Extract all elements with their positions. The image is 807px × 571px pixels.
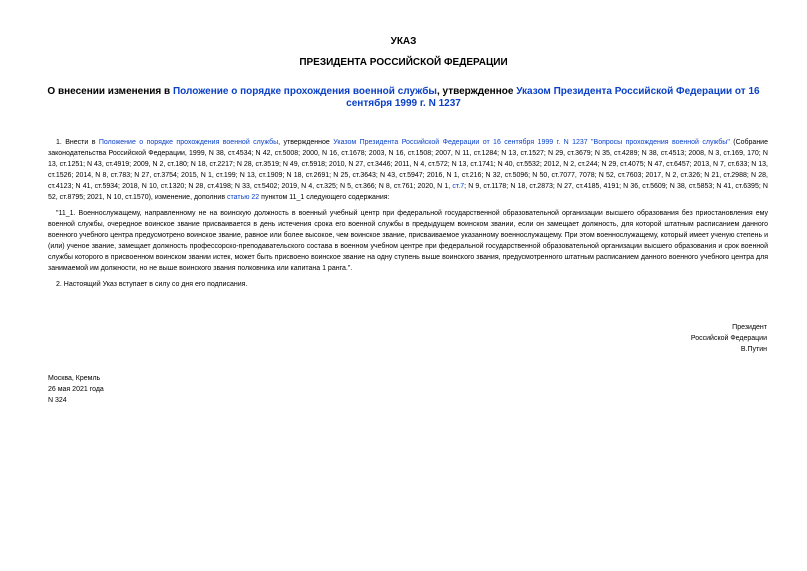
para1-link-regulation[interactable]: Положение о порядке прохождения военной службы [98, 139, 279, 146]
para1-text-2: , утвержденное [278, 139, 334, 146]
para1-text-5: пунктом 11_1 следующего содержания: [259, 194, 390, 201]
quoted-amendment-text: "11_1. Военнослужащему, направленному не на воинскую должность в военный учебный центр при федеральной государственной образовательной организации высшего образования без приостановления ему военной службы, очередное воинское звание присваивается в день истечения срока его военной службы в предыдущем воинском звании, если он замещает должность, для которой штатным расписанием данного военного учебного центра предусмотрено воинское звание, равное или более высокое, чем воинское звание, присваиваемое указанному военнослужащему. При этом военнослужащему, который имеет ученую степень и (или) ученое звание, замещает должность профессорско-преподавательского состава в военном учебном центре при федеральной государственной образовательной организации высшего образования и срок военной службы которого в присвоенном воинском звании истек, может быть присвоено воинское звание на одну ступень выше воинского звания, предусмотренного штатным расписанием данного военного учебного центра для занимаемой им должности, но не выше воинского звания полковника или капитана 1 ранга.". [48, 210, 768, 272]
title-link-decree[interactable]: Указом Президента Российской Федерации от 16 сентября 1999 г. N 1237 [346, 86, 760, 109]
signature-country: Российской Федерации [690, 335, 767, 342]
para2-text: 2. Настоящий Указ вступает в силу со дня его подписания. [56, 281, 248, 288]
para1-link-decree[interactable]: Указом Президента Российской Федерации от 16 сентября 1999 г. N 1237 "Вопросы прохождения военной службы" [333, 139, 730, 146]
para1-link-article-22[interactable]: статью 22 [227, 194, 260, 201]
signature-name: В.Путин [740, 346, 767, 353]
para1-link-article-7[interactable]: ст.7 [452, 183, 465, 190]
place-date: 26 мая 2021 года [48, 386, 104, 393]
place-date-block [48, 373, 104, 406]
paragraph-1 [48, 137, 768, 203]
document-title [40, 86, 767, 110]
decree-number: N 324 [48, 397, 67, 404]
quoted-amendment [48, 208, 768, 274]
para1-text-1: 1. Внести в [56, 139, 99, 146]
para1-text-4: ; N 9, ст.1178; N 18, ст.2873; N 27, ст.4185, 4191; N 36, ст.5609; N 38, ст.5853; N 41, ст.6395; N 52, ст.8795; 2021, N 10, ст.1570), изменение, дополнив [48, 183, 768, 201]
signature-title: Президент [732, 324, 767, 331]
title-link-regulation[interactable]: Положение о порядке прохождения военной службы [172, 86, 437, 97]
place-location: Москва, Кремль [48, 375, 101, 382]
signature-block [691, 322, 767, 355]
decree-heading: УКАЗ [390, 36, 417, 47]
title-middle: , утвержденное [436, 86, 517, 97]
title-prefix: О внесении изменения в [47, 86, 173, 97]
decree-issuer: ПРЕЗИДЕНТА РОССИЙСКОЙ ФЕДЕРАЦИИ [299, 57, 508, 68]
paragraph-2 [48, 279, 768, 290]
para1-text-3: (Собрание законодательства Российской Федерации, 1999, N 38, ст.4534; N 42, ст.5008; 2000, N 16, ст.1678; 2003, N 16, ст.1508; 2007, N 11, ст.1284; N 13, ст.1527; N 29, ст.3679; N 35, ст.4289; N 38, ст.4513; 2008, N 3, ст.169, 170; N 13, ст.1251; N 43, ст.4919; 2009, N 2, ст.180; N 18, ст.2217; N 28, ст.3519; N 49, ст.5918; 2010, N 27, ст.3446; 2011, N 4, ст.572; N 13, ст.1741; N 40, ст.5532; 2012, N 2, ст.244; N 29, ст.4075; N 47, ст.6457; 2013, N 7, ст.633; N 13, ст.1526; 2014, N 8, ст.783; N 27, ст.3754; 2015, N 1, ст.199; N 13, ст.1909; N 18, ст.2691; N 25, ст.3643; N 43, ст.5947; 2016, N 1, ст.216; N 32, ст.5096; N 50, ст.7077, 7078; N 52, ст.7603; 2017, N 2, ст.326; N 21, ст.2988; N 28, ст.4123; N 41, ст.5934; 2018, N 10, ст.1320; N 28, ст.4198; N 33, ст.5402; 2019, N 4, ст.325; N 5, ст.366; N 8, ст.761; 2020, N 1, [48, 139, 768, 190]
